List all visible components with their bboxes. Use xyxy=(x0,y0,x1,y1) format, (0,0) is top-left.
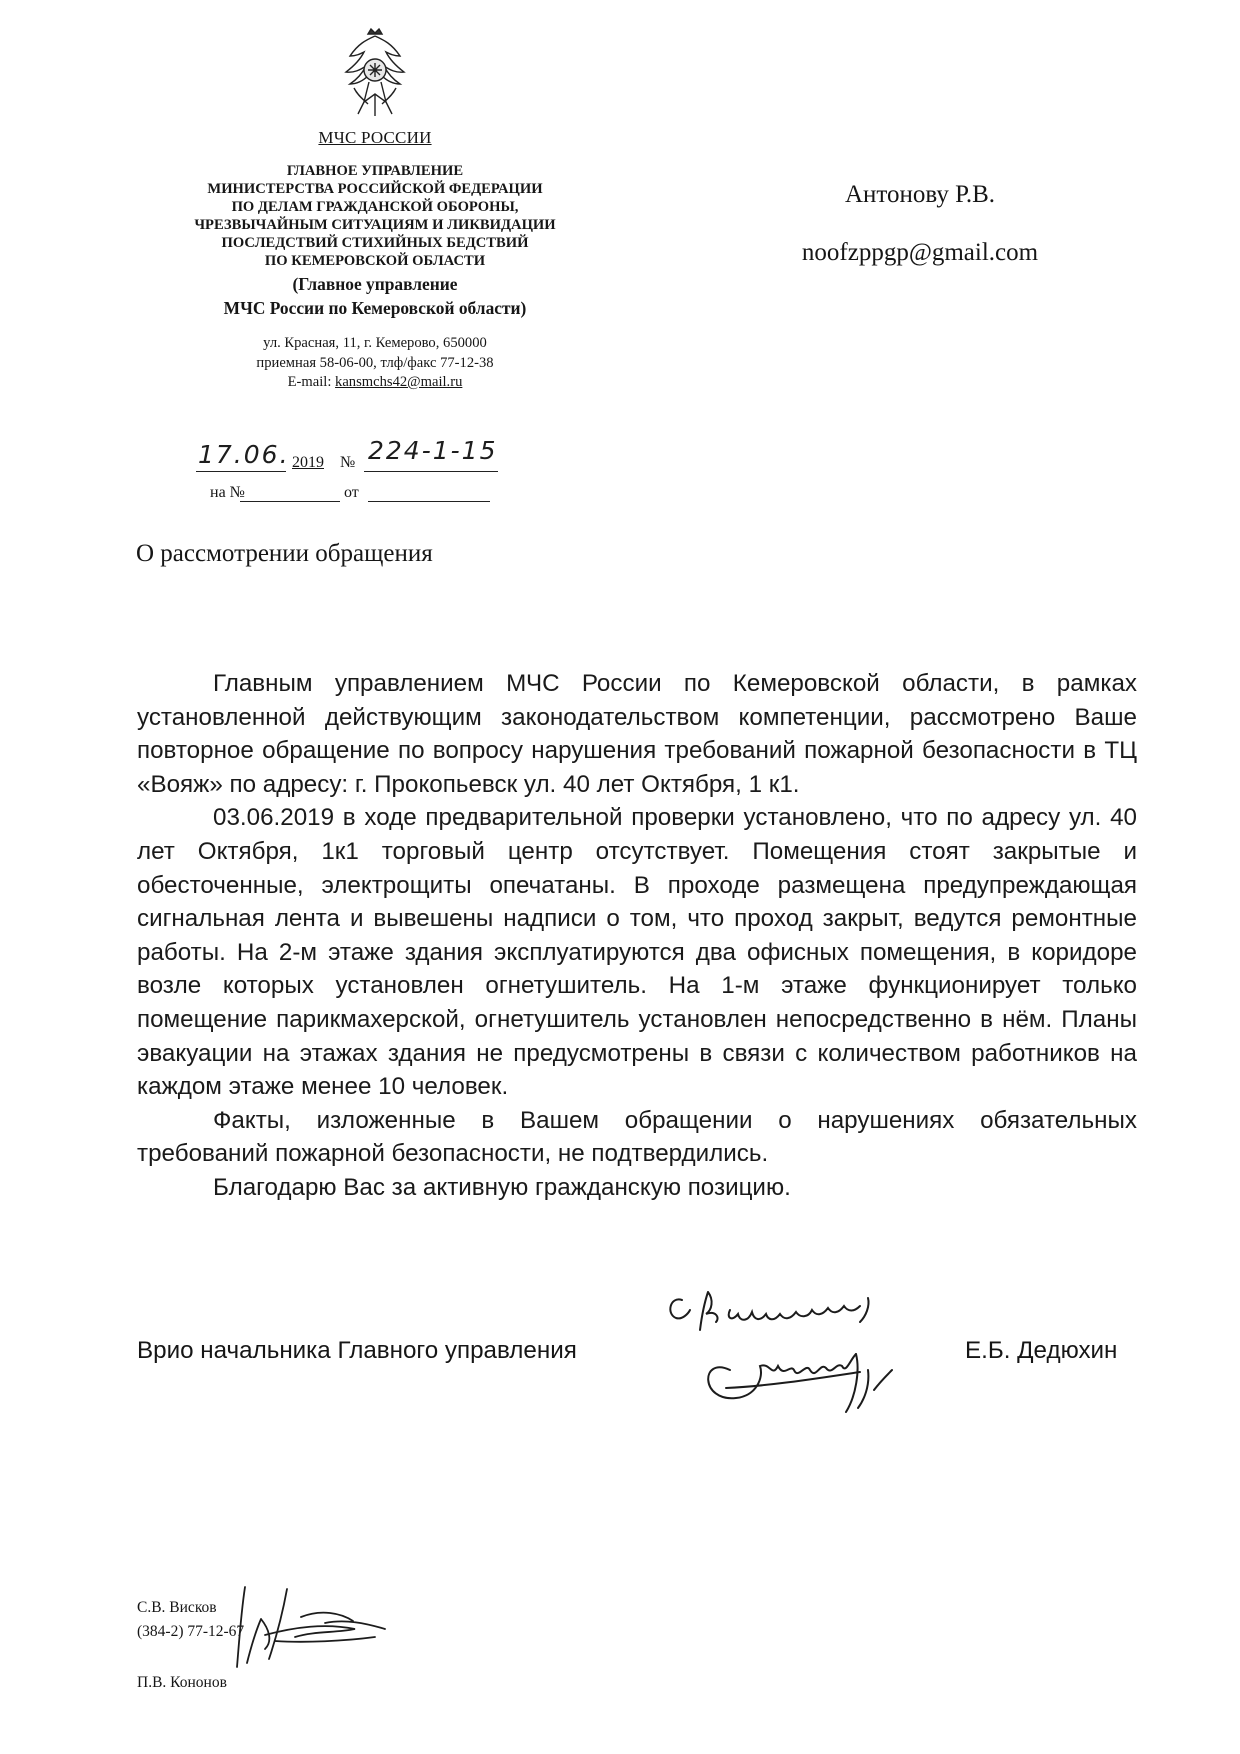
addressee-name: Антонову Р.В. xyxy=(844,181,996,208)
org-address: ул. Красная, 11, г. Кемерово, 650000 xyxy=(263,335,487,351)
letterhead xyxy=(130,128,620,393)
reply-from-underline xyxy=(368,501,490,502)
org-name-line: ГЛАВНОЕ УПРАВЛЕНИЕ xyxy=(286,163,464,179)
body-paragraph: Факты, изложенные в Вашем обращении о нарушениях обязательных требований пожарной безопасности, не подтвердились. xyxy=(137,1106,1137,1168)
org-name-line: ЧРЕЗВЫЧАЙНЫМ СИТУАЦИЯМ И ЛИКВИДАЦИИ xyxy=(194,217,556,233)
registration-year: 2019 xyxy=(292,454,324,471)
registration-number-sign: № xyxy=(340,454,356,471)
org-contacts xyxy=(130,334,620,393)
org-name-line: ПОСЛЕДСТВИЙ СТИХИЙНЫХ БЕДСТВИЙ xyxy=(221,235,529,251)
org-abbr-line: (Главное управление xyxy=(292,274,458,294)
executor-name: П.В. Кононов xyxy=(137,1674,227,1691)
org-phones: приемная 58-06-00, тлф/факс 77-12-38 xyxy=(256,354,494,371)
reply-to-underline xyxy=(240,501,340,502)
handwritten-signature xyxy=(660,1270,990,1420)
number-underline xyxy=(364,471,498,472)
org-email-label: E-mail: xyxy=(287,374,336,390)
eagle-emblem-icon xyxy=(338,26,412,120)
body-paragraph: Главным управлением МЧС России по Кемеровской области, в рамках установленной действующим законодательством компетенции, рассмотрено Ваше повторное обращение по вопросу нарушения требований пожарной безопасности в ТЦ «Вояж» по адресу: г. Прокопьевск ул. 40 лет Октября, 1 к1. xyxy=(137,670,1137,798)
executor-signature xyxy=(225,1583,425,1673)
executor-phone: (384-2) 77-12-67 xyxy=(137,1623,245,1640)
org-email-line xyxy=(130,373,620,393)
executor-name: С.В. Висков xyxy=(137,1599,217,1616)
org-abbreviation xyxy=(130,272,620,320)
org-name-line: ПО ДЕЛАМ ГРАЖДАНСКОЙ ОБОРОНЫ, xyxy=(231,199,519,215)
signer-name: Е.Б. Дедюхин xyxy=(965,1337,1118,1364)
addressee-email[interactable]: noofzppgp@gmail.com xyxy=(801,239,1039,266)
letter-subject: О рассмотрении обращения xyxy=(136,540,433,567)
org-name-line: ПО КЕМЕРОВСКОЙ ОБЛАСТИ xyxy=(264,253,486,269)
org-name-line: МИНИСТЕРСТВА РОССИЙСКОЙ ФЕДЕРАЦИИ xyxy=(207,181,543,197)
date-underline xyxy=(196,471,286,472)
signer-role: Врио начальника Главного управления xyxy=(137,1337,577,1364)
reply-from-label: от xyxy=(344,484,359,501)
letter-body xyxy=(137,667,1137,1205)
registration-block xyxy=(196,436,596,510)
org-email-link[interactable]: kansmchs42@mail.ru xyxy=(335,374,463,390)
body-paragraph: Благодарю Вас за активную гражданскую позицию. xyxy=(213,1173,791,1201)
body-paragraph: 03.06.2019 в ходе предварительной проверки установлено, что по адресу ул. 40 лет Октября, 1к1 торговый центр отсутствует. Помещения стоят закрытые и обесточенные, электрощиты опечатаны. В проходе размещена предупреждающая сигнальная лента и вывешены надписи о том, что проход закрыт, ведутся ремонтные работы. На 2-м этаже здания эксплуатируются два офисных помещения, в коридоре возле которых установлен огнетушитель. На 1-м этаже функционирует только помещение парикмахерской, огнетушитель установлен непосредственно в нём. Планы эвакуации на этажах здания не предусмотрены в связи с количеством работников на каждом этаже менее 10 человек. xyxy=(137,804,1137,1101)
org-full-name xyxy=(130,162,620,270)
reply-to-label: на № xyxy=(210,484,245,501)
registration-date: 17.06. xyxy=(198,440,290,469)
org-abbr-line: МЧС России по Кемеровской области) xyxy=(223,298,527,318)
addressee xyxy=(700,178,1140,270)
registration-number: 224-1-15 xyxy=(368,436,498,465)
org-short-name: МЧС РОССИИ xyxy=(318,128,432,147)
